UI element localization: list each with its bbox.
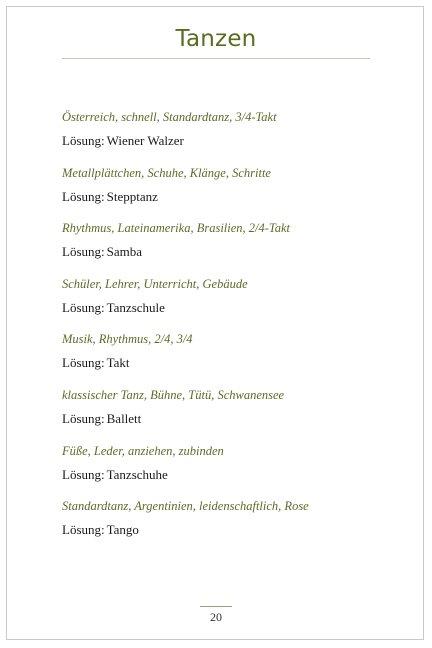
riddle-answer [62,410,382,428]
answer-label: Lösung: [62,467,105,482]
answer-text: Samba [106,244,143,259]
answer-label: Lösung: [62,189,105,204]
riddle-answer [62,521,382,539]
riddle-entry [62,386,382,428]
answer-text: Tanzschuhe [106,467,168,482]
riddle-clue: Schüler, Lehrer, Unterricht, Gebäude [62,277,248,291]
riddle-entry [62,275,382,317]
riddle-entry [62,330,382,372]
answer-text: Ballett [106,411,142,426]
riddle-entry [62,442,382,484]
riddle-answer [62,354,382,372]
answer-label: Lösung: [62,522,105,537]
riddle-answer [62,132,382,150]
riddle-entry [62,108,382,150]
answer-text: Wiener Walzer [106,133,184,148]
riddle-clue: Rhythmus, Lateinamerika, Brasilien, 2/4-Takt [62,221,290,235]
riddle-clue: Musik, Rhythmus, 2/4, 3/4 [62,332,193,346]
page-title: Tanzen [175,26,257,52]
answer-label: Lösung: [62,411,105,426]
answer-label: Lösung: [62,355,105,370]
answer-label: Lösung: [62,244,105,259]
answer-label: Lösung: [62,133,105,148]
answer-label: Lösung: [62,300,105,315]
riddle-clue: Füße, Leder, anziehen, zubinden [62,444,224,458]
riddle-answer [62,466,382,484]
footer-divider [200,606,232,607]
riddle-clue: Österreich, schnell, Standardtanz, 3/4-Takt [62,110,277,124]
answer-text: Tango [106,522,139,537]
answer-text: Takt [106,355,130,370]
riddle-clue: klassischer Tanz, Bühne, Tütü, Schwanensee [62,388,285,402]
answer-text: Tanzschule [106,300,165,315]
riddle-entry [62,497,382,539]
riddle-answer [62,188,382,206]
riddle-entry [62,219,382,261]
page-frame [6,6,424,640]
riddle-answer [62,299,382,317]
title-divider [62,58,370,59]
riddle-clue: Standardtanz, Argentinien, leidenschaftlich, Rose [62,499,309,513]
riddle-entry [62,164,382,206]
riddle-clue: Metallplättchen, Schuhe, Klänge, Schritte [62,166,271,180]
page-number: 20 [210,610,222,624]
answer-text: Stepptanz [106,189,158,204]
riddle-answer [62,243,382,261]
